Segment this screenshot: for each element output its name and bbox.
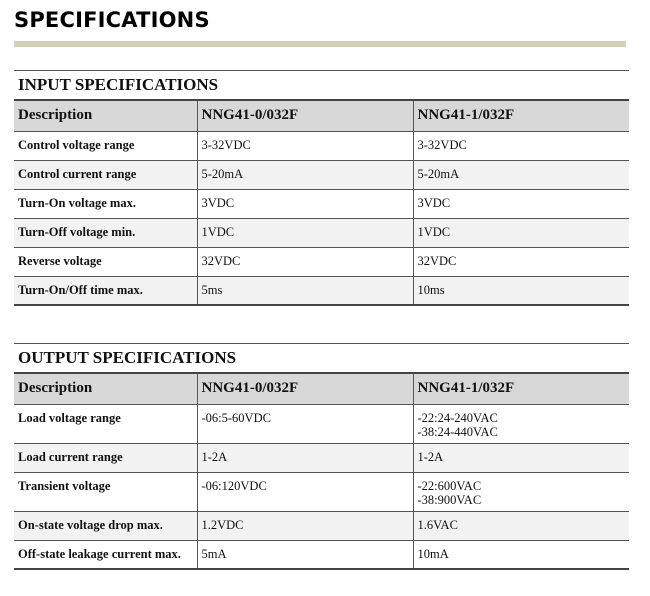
row-description: Turn-On/Off time max. xyxy=(14,276,197,305)
value-line: 1-2A xyxy=(417,449,444,464)
value-line: -06:5-60VDC xyxy=(201,410,271,425)
row-value-model-0: 3-32VDC xyxy=(197,131,413,160)
column-header-model-0: NNG41-0/032F xyxy=(197,100,413,131)
row-value-model-1: 5-20mA xyxy=(413,160,629,189)
table-row xyxy=(14,218,629,247)
row-value-model-0 xyxy=(197,472,413,511)
table-header-row xyxy=(14,100,629,131)
row-value-model-0 xyxy=(197,443,413,472)
row-value-model-0: 5ms xyxy=(197,276,413,305)
column-header-model-0: NNG41-0/032F xyxy=(197,373,413,404)
value-line: 1.2VDC xyxy=(201,517,244,532)
row-description: Turn-On voltage max. xyxy=(14,189,197,218)
table-row xyxy=(14,160,629,189)
column-header-model-1: NNG41-1/032F xyxy=(413,373,629,404)
table-row xyxy=(14,276,629,305)
row-value-model-0: 1VDC xyxy=(197,218,413,247)
table-row xyxy=(14,131,629,160)
table-row xyxy=(14,404,629,443)
row-value-model-0 xyxy=(197,540,413,569)
value-line: -38:900VAC xyxy=(417,492,482,507)
row-description: Control voltage range xyxy=(14,131,197,160)
row-description: Reverse voltage xyxy=(14,247,197,276)
table-row xyxy=(14,247,629,276)
value-line: 1.6VAC xyxy=(417,517,458,532)
value-line: 1-2A xyxy=(201,449,228,464)
row-value-model-0: 3VDC xyxy=(197,189,413,218)
page-title: SPECIFICATIONS xyxy=(14,8,210,32)
input-specifications-section xyxy=(14,70,629,306)
table-row xyxy=(14,189,629,218)
row-description: Load current range xyxy=(14,443,197,472)
row-value-model-0: 32VDC xyxy=(197,247,413,276)
value-line: 10mA xyxy=(417,546,449,561)
row-value-model-1: 3-32VDC xyxy=(413,131,629,160)
table-row xyxy=(14,511,629,540)
value-line: -22:600VAC xyxy=(417,478,482,493)
output-section-heading: OUTPUT SPECIFICATIONS xyxy=(14,343,629,372)
column-header-description: Description xyxy=(14,100,197,131)
row-value-model-1 xyxy=(413,443,629,472)
row-value-model-0 xyxy=(197,404,413,443)
input-spec-table xyxy=(14,99,629,306)
row-description: On-state voltage drop max. xyxy=(14,511,197,540)
table-row xyxy=(14,540,629,569)
row-value-model-1 xyxy=(413,511,629,540)
column-header-model-1: NNG41-1/032F xyxy=(413,100,629,131)
row-value-model-1 xyxy=(413,540,629,569)
row-value-model-1 xyxy=(413,472,629,511)
row-value-model-1: 10ms xyxy=(413,276,629,305)
row-description: Turn-Off voltage min. xyxy=(14,218,197,247)
column-header-description: Description xyxy=(14,373,197,404)
row-value-model-0: 5-20mA xyxy=(197,160,413,189)
row-description: Transient voltage xyxy=(14,472,197,511)
title-rule xyxy=(14,41,626,47)
output-specifications-section xyxy=(14,343,629,570)
table-row xyxy=(14,472,629,511)
input-section-heading: INPUT SPECIFICATIONS xyxy=(14,70,629,99)
value-line: -06:120VDC xyxy=(201,478,267,493)
row-value-model-0 xyxy=(197,511,413,540)
value-line: 5mA xyxy=(201,546,227,561)
row-description: Control current range xyxy=(14,160,197,189)
row-description: Off-state leakage current max. xyxy=(14,540,197,569)
row-value-model-1: 1VDC xyxy=(413,218,629,247)
value-line: -22:24-240VAC xyxy=(417,410,498,425)
row-value-model-1: 3VDC xyxy=(413,189,629,218)
row-value-model-1: 32VDC xyxy=(413,247,629,276)
table-header-row xyxy=(14,373,629,404)
output-spec-table xyxy=(14,372,629,570)
row-value-model-1 xyxy=(413,404,629,443)
row-description: Load voltage range xyxy=(14,404,197,443)
table-row xyxy=(14,443,629,472)
value-line: -38:24-440VAC xyxy=(417,424,498,439)
